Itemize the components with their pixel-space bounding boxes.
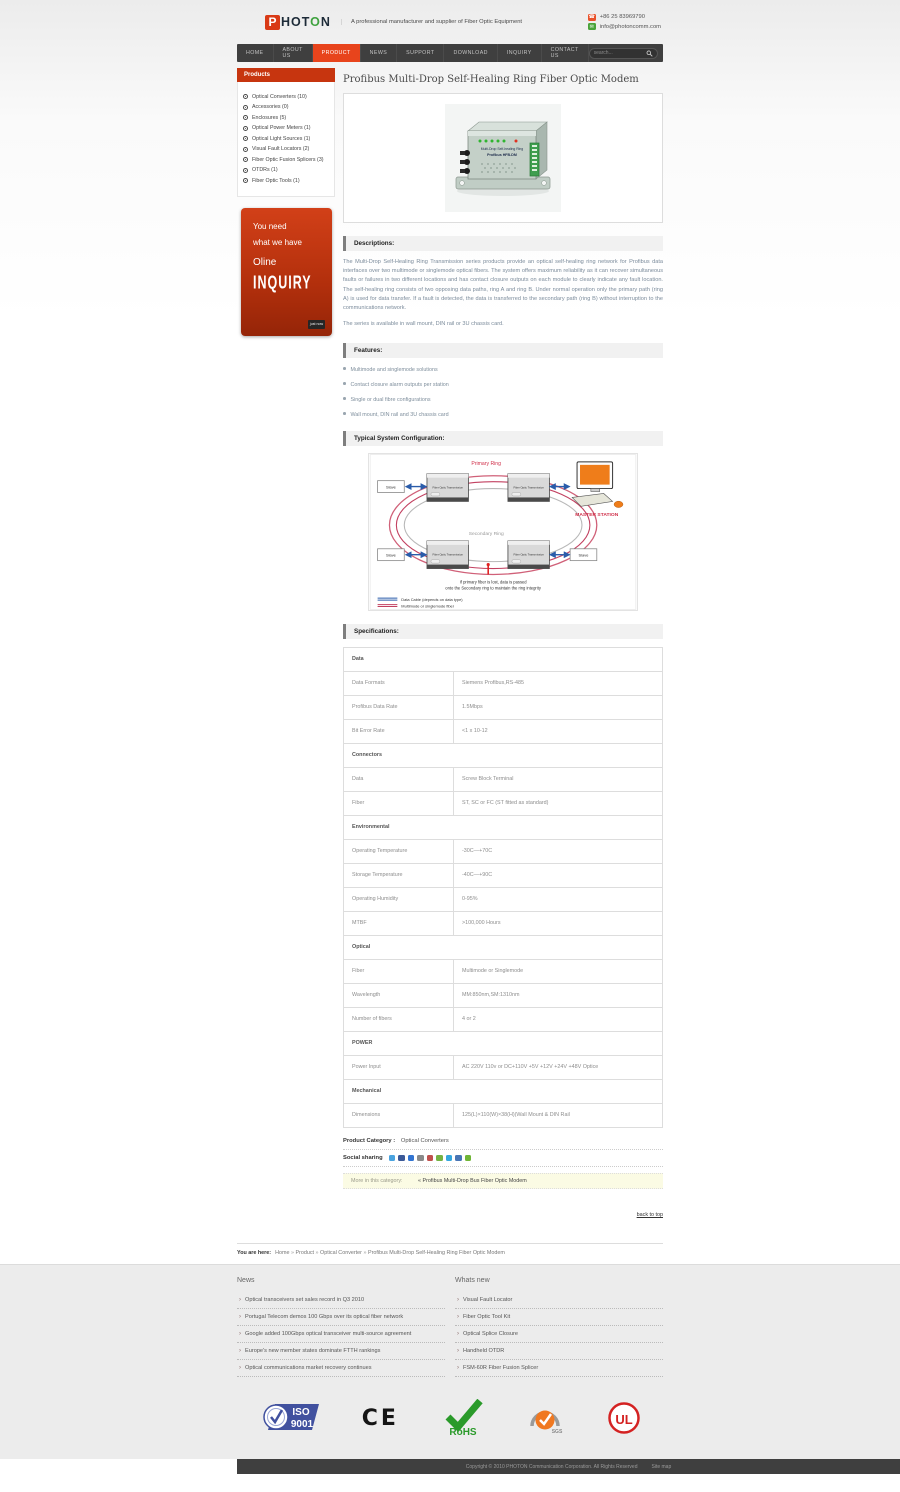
breadcrumb-separator: »: [314, 1250, 321, 1257]
inquiry-banner[interactable]: [241, 208, 332, 336]
arrow-icon: ›: [457, 1331, 459, 1338]
product-category-row: [343, 1138, 663, 1150]
bullet-icon: [243, 168, 248, 173]
search-icon[interactable]: [646, 50, 653, 57]
arrow-icon: ›: [457, 1365, 459, 1372]
spec-value: 0-95%: [454, 887, 663, 911]
feature-item: Contact closure alarm outputs per station: [343, 382, 663, 388]
facebook-icon[interactable]: [398, 1155, 405, 1162]
feature-item: Wall mount, DIN rail and 3U chassis card: [343, 412, 663, 418]
spec-value: -30C—+70C: [454, 839, 663, 863]
sidebar-item-label: OTDRs (1): [252, 167, 278, 173]
category-link[interactable]: Optical Converters: [400, 1137, 449, 1144]
delicious-icon[interactable]: [408, 1155, 415, 1162]
search-input[interactable]: [594, 50, 646, 56]
primary-ring-label: Primary Ring: [471, 460, 502, 467]
social-sharing-row: [343, 1150, 663, 1168]
svg-text:Slave: Slave: [386, 552, 396, 558]
breadcrumb-label: You are here:: [237, 1250, 272, 1257]
sidebar-item-visual-fault-locators[interactable]: [243, 146, 329, 152]
page: [237, 0, 663, 1264]
email-icon: ✉: [589, 23, 594, 30]
arrow-icon: ›: [457, 1297, 459, 1304]
breadcrumb-separator: »: [289, 1250, 296, 1257]
ul-logo: [607, 1401, 641, 1435]
spec-section-header: Data: [344, 647, 663, 671]
nav-menu: [237, 44, 589, 62]
slave-node: [378, 548, 405, 560]
sidebar-item-label: Enclosures (5): [252, 114, 287, 121]
nav-item-download[interactable]: DOWNLOAD: [444, 44, 497, 62]
arrow-icon: ›: [239, 1331, 241, 1338]
bullet-icon: [343, 382, 346, 385]
iso9001-logo: [263, 1400, 319, 1436]
sidebar-item-optical-light-sources[interactable]: [243, 136, 329, 142]
sidebar-item-optical-converters[interactable]: [243, 94, 329, 100]
spec-label: Number of fibers: [344, 1007, 454, 1031]
specifications-heading: Specifications:: [343, 624, 663, 639]
footer-link-europe-s-new-member-states-dominate-ftth[interactable]: › Europe's new member states dominate FTTH rankings: [237, 1343, 445, 1360]
spec-value: >100,000 Hours: [454, 911, 663, 935]
svg-text:Slave: Slave: [578, 552, 589, 558]
diagram-caption: onto the Secondary ring to maintain the ring integrity: [445, 584, 541, 590]
breadcrumb-link-product[interactable]: Product: [295, 1250, 315, 1257]
footer-whats-new-column: [455, 1273, 663, 1377]
breadcrumb: [237, 1243, 663, 1264]
feature-item: Multimode and singlemode solutions: [343, 367, 663, 373]
svg-text:9001: 9001: [290, 1419, 314, 1431]
bullet-icon: [243, 147, 248, 152]
nav-item-inquiry[interactable]: INQUIRY: [498, 44, 542, 62]
stumbleupon-icon[interactable]: [436, 1155, 443, 1162]
description-paragraph: The series is available in wall mount, DIN rail or 3U chassis card.: [343, 321, 504, 328]
spec-section-header: Mechanical: [344, 1079, 663, 1103]
specifications-table: [343, 647, 663, 1128]
sidebar-item-label: Visual Fault Locators (2): [252, 146, 310, 152]
modem-photo: [442, 101, 564, 215]
system-configuration-diagram: [368, 453, 638, 611]
configuration-heading: Typical System Configuration:: [343, 431, 663, 446]
nav-item-home[interactable]: HOME: [237, 44, 274, 62]
tagline: A professional manufacturer and supplier of Fiber Optic Equipment: [341, 19, 522, 25]
footer-link-optical-communications-market-recovery-c[interactable]: › Optical communications market recovery continues: [237, 1360, 445, 1377]
logo-p-icon: P: [265, 15, 280, 30]
breadcrumb-current: Profibus Multi-Drop Self-Healing Ring Fiber Optic Modem: [367, 1250, 505, 1257]
footer-link-fiber-optic-tool-kit[interactable]: › Fiber Optic Tool Kit: [455, 1309, 663, 1326]
contact-info: [588, 11, 661, 33]
svg-text:UL: UL: [615, 1412, 633, 1428]
social-label: Social sharing: [343, 1154, 383, 1161]
spec-label: Operating Temperature: [344, 839, 454, 863]
secondary-ring-label: Secondary Ring: [468, 531, 504, 537]
bullet-icon: [243, 105, 248, 110]
bullet-icon: [243, 157, 248, 162]
bullet-icon: [243, 94, 248, 99]
banner-inquiry-text: INQUIRY: [253, 272, 312, 293]
bullet-icon: [343, 412, 346, 415]
svg-text:SGS: SGS: [552, 1429, 563, 1436]
nav-item-contact-us[interactable]: CONTACT US: [542, 44, 589, 62]
bullet-icon: [243, 115, 248, 120]
twitter-icon[interactable]: [446, 1155, 453, 1162]
modem-node: [508, 540, 549, 568]
spec-label: MTBF: [344, 911, 454, 935]
products-header: Products: [237, 68, 335, 82]
logo[interactable]: [265, 15, 331, 30]
svg-text:Fiber Optic Transmission: Fiber Optic Transmission: [432, 486, 463, 490]
svg-text:RoHS: RoHS: [448, 1427, 477, 1438]
spec-value: 4 or 2: [454, 1007, 663, 1031]
legend-data-cable: Data Cable (depends on data type): [401, 596, 463, 602]
linkedin-icon[interactable]: [455, 1155, 462, 1162]
products-list: [237, 82, 335, 197]
ce-logo: CE: [361, 1405, 399, 1431]
nav-item-news[interactable]: NEWS: [361, 44, 398, 62]
phone-icon: ☎: [588, 14, 595, 21]
svg-text:Fiber Optic Transmission: Fiber Optic Transmission: [513, 553, 544, 557]
spec-label: Storage Temperature: [344, 863, 454, 887]
bullet-icon: [243, 178, 248, 183]
arrow-icon: ›: [239, 1314, 241, 1321]
breadcrumb-link-home[interactable]: Home: [275, 1250, 290, 1257]
feature-item: Single or dual fibre configurations: [343, 397, 663, 403]
svg-text:Fiber Optic Transmission: Fiber Optic Transmission: [513, 486, 544, 490]
sidebar-item-accessories[interactable]: [243, 104, 329, 110]
nav-item-about-us[interactable]: ABOUT US: [274, 44, 313, 62]
spec-label: Data: [344, 767, 454, 791]
spec-label: Profibus Data Rate: [344, 695, 454, 719]
description-paragraph: The Multi-Drop Self-Healing Ring Transmission series products provide an optical self-healing ring network for Profibus data interfaces over two multimode or singlemode optical fibers. The system offers maximum reliability as it can recover simultaneous faults or failures in two different locations and has contact closure outputs on each module to clearly indicate any fault location. The self-healing ring consists of two opposing data paths, ring A and ring B. Under normal operation only the primary path (ring A) is used for data transfer. If a fault is detected, the data is transferred to the secondary path (ring B) without interruption to the communications network.: [343, 259, 663, 312]
slave-node: [570, 548, 597, 560]
social-icons: [389, 1155, 475, 1162]
inquiry-now-button[interactable]: just now: [308, 320, 325, 329]
whats-new-title: Whats new: [455, 1277, 490, 1285]
sgs-logo: [526, 1400, 564, 1436]
copyright-text: Copyright © 2010 PHOTON Communication Corporation. All Rights Reserved: [465, 1463, 638, 1470]
diagram-caption: If primary fiber is lost, data is passed: [459, 578, 527, 584]
footer-link-google-added-100gbps-optical-transceiver[interactable]: › Google added 100Gbps optical transceiver multi-source agreement: [237, 1326, 445, 1343]
footer-link-fsm-60r-fiber-fusion-splicer[interactable]: › FSM-60R Fiber Fusion Splicer: [455, 1360, 663, 1377]
spec-label: Bit Error Rate: [344, 719, 454, 743]
copyright-bar: [237, 1459, 900, 1474]
svg-text:ISO: ISO: [292, 1407, 310, 1419]
spec-value: ST, SC or FC (ST fitted as standard): [454, 791, 663, 815]
footer-link-optical-transceivers-set-sales-record-in[interactable]: › Optical transceivers set sales record in Q3 2010: [237, 1292, 445, 1309]
spec-label: Fiber: [344, 959, 454, 983]
back-to-top-link[interactable]: back to top: [636, 1212, 663, 1219]
phone-number: +86 25 83969790: [599, 14, 645, 21]
site-header: [237, 0, 663, 44]
spec-label: Dimensions: [344, 1103, 454, 1127]
arrow-icon: ›: [239, 1365, 241, 1372]
legend-fiber: Multimode or singlemode fiber: [401, 603, 455, 609]
breadcrumb-link-optical-converter[interactable]: Optical Converter: [320, 1250, 362, 1257]
breadcrumb-path: [275, 1250, 505, 1256]
banner-line: Oline: [253, 257, 277, 268]
spec-label: Operating Humidity: [344, 887, 454, 911]
spec-label: Data Formats: [344, 671, 454, 695]
spec-label: Fiber: [344, 791, 454, 815]
sidebar-item-label: Fiber Optic Fusion Splicers (3): [252, 156, 324, 163]
page-title: Profibus Multi-Drop Self-Healing Ring Fiber Optic Modem: [343, 74, 639, 85]
spec-section-header: Connectors: [344, 743, 663, 767]
breadcrumb-separator: »: [361, 1250, 368, 1257]
modem-node: [508, 473, 549, 501]
banner-line: You need: [253, 222, 287, 231]
spec-value: -40C—+90C: [454, 863, 663, 887]
more-category-link[interactable]: « Profibus Multi-Drop Bus Fiber Optic Modem: [418, 1178, 527, 1185]
more-label: More in this category:: [351, 1178, 403, 1185]
digg-icon[interactable]: [417, 1155, 424, 1162]
spec-value: MM:850nm,SM:1310nm: [454, 983, 663, 1007]
spec-value: 1.5Mbps: [454, 695, 663, 719]
sidebar: [237, 68, 335, 1227]
product-image: [343, 93, 663, 223]
sidebar-item-label: Optical Power Meters (1): [252, 125, 311, 131]
descriptions-heading: Descriptions:: [343, 236, 663, 251]
modem-label-line2: Profibus HFB-DM: [487, 153, 517, 157]
footer-link-visual-fault-locator[interactable]: › Visual Fault Locator: [455, 1292, 663, 1309]
sitemap-link[interactable]: Site map: [651, 1463, 672, 1470]
footer: [0, 1264, 900, 1459]
footer-link-handheld-otdr[interactable]: › Handheld OTDR: [455, 1343, 663, 1360]
spec-value: Screw Block Terminal: [454, 767, 663, 791]
search-box: [589, 48, 658, 59]
arrow-icon: ›: [457, 1348, 459, 1355]
sidebar-item-otdrs[interactable]: [243, 167, 329, 173]
bullet-icon: [343, 397, 346, 400]
sidebar-item-label: Fiber Optic Tools (1): [252, 177, 300, 184]
spec-label: Wavelength: [344, 983, 454, 1007]
main-nav: [237, 44, 663, 62]
main-content: [343, 68, 663, 1227]
footer-link-optical-splice-closure[interactable]: › Optical Splice Closure: [455, 1326, 663, 1343]
features-list: [343, 367, 663, 418]
search-area: [589, 44, 664, 62]
bullet-icon: [343, 367, 346, 370]
logo-text: HOTON: [281, 15, 331, 29]
spec-value: <1 x 10-12: [454, 719, 663, 743]
footer-news-column: [237, 1273, 445, 1377]
bullet-icon: [243, 126, 248, 131]
rohs-logo: [442, 1399, 484, 1437]
footer-link-portugal-telecom-demos-100-gbps-over-its[interactable]: › Portugal Telecom demos 100 Gbps over its optical fiber network: [237, 1309, 445, 1326]
modem-node: [427, 540, 468, 568]
news-title: News: [237, 1277, 255, 1285]
master-station-label: MASTER STATION: [575, 512, 619, 518]
sidebar-item-label: Optical Light Sources (1): [252, 135, 311, 142]
spec-label: Power Input: [344, 1055, 454, 1079]
spec-section-header: Environmental: [344, 815, 663, 839]
nav-item-product[interactable]: PRODUCT: [313, 44, 361, 62]
slave-node: [378, 480, 405, 492]
features-heading: Features:: [343, 343, 663, 358]
whats-new-list: [455, 1292, 663, 1377]
share-icon[interactable]: [389, 1155, 396, 1162]
sidebar-item-enclosures[interactable]: [243, 115, 329, 121]
spec-section-header: Optical: [344, 935, 663, 959]
sidebar-item-fiber-optic-fusion-splicers[interactable]: [243, 157, 329, 163]
svg-text:Slave: Slave: [386, 484, 396, 490]
category-label: Product Category :: [343, 1137, 396, 1144]
certifications: [237, 1377, 663, 1437]
spec-value: AC 220V 110v or DC+110V +5V +12V +24V +48V Optice: [454, 1055, 663, 1079]
sidebar-item-label: Optical Converters (10): [252, 93, 307, 100]
spec-value: Multimode or Singlemode: [454, 959, 663, 983]
modem-node: [427, 473, 468, 501]
spec-value: Siemens Profibus,RS-485: [454, 671, 663, 695]
spec-value: 125(L)×110(W)×38(H)(Wall Mount & DIN Rail: [454, 1103, 663, 1127]
spec-section-header: POWER: [344, 1031, 663, 1055]
svg-text:Fiber Optic Transmission: Fiber Optic Transmission: [432, 553, 463, 557]
more-in-category-row: [343, 1173, 663, 1189]
arrow-icon: ›: [239, 1297, 241, 1304]
modem-label-line1: Multi-Drop Self-healing Ring: [480, 147, 524, 151]
banner-line: what we have: [253, 238, 302, 247]
email-address[interactable]: info@photoncomm.com: [599, 23, 661, 30]
print-icon[interactable]: [427, 1155, 434, 1162]
news-list: [237, 1292, 445, 1377]
arrow-icon: ›: [457, 1314, 459, 1321]
sidebar-item-fiber-optic-tools[interactable]: [243, 178, 329, 184]
arrow-icon: ›: [239, 1348, 241, 1355]
evernote-icon[interactable]: [465, 1155, 472, 1162]
nav-item-support[interactable]: SUPPORT: [397, 44, 444, 62]
sidebar-item-optical-power-meters[interactable]: [243, 125, 329, 131]
bullet-icon: [243, 136, 248, 141]
sidebar-item-label: Accessories (0): [252, 104, 289, 110]
